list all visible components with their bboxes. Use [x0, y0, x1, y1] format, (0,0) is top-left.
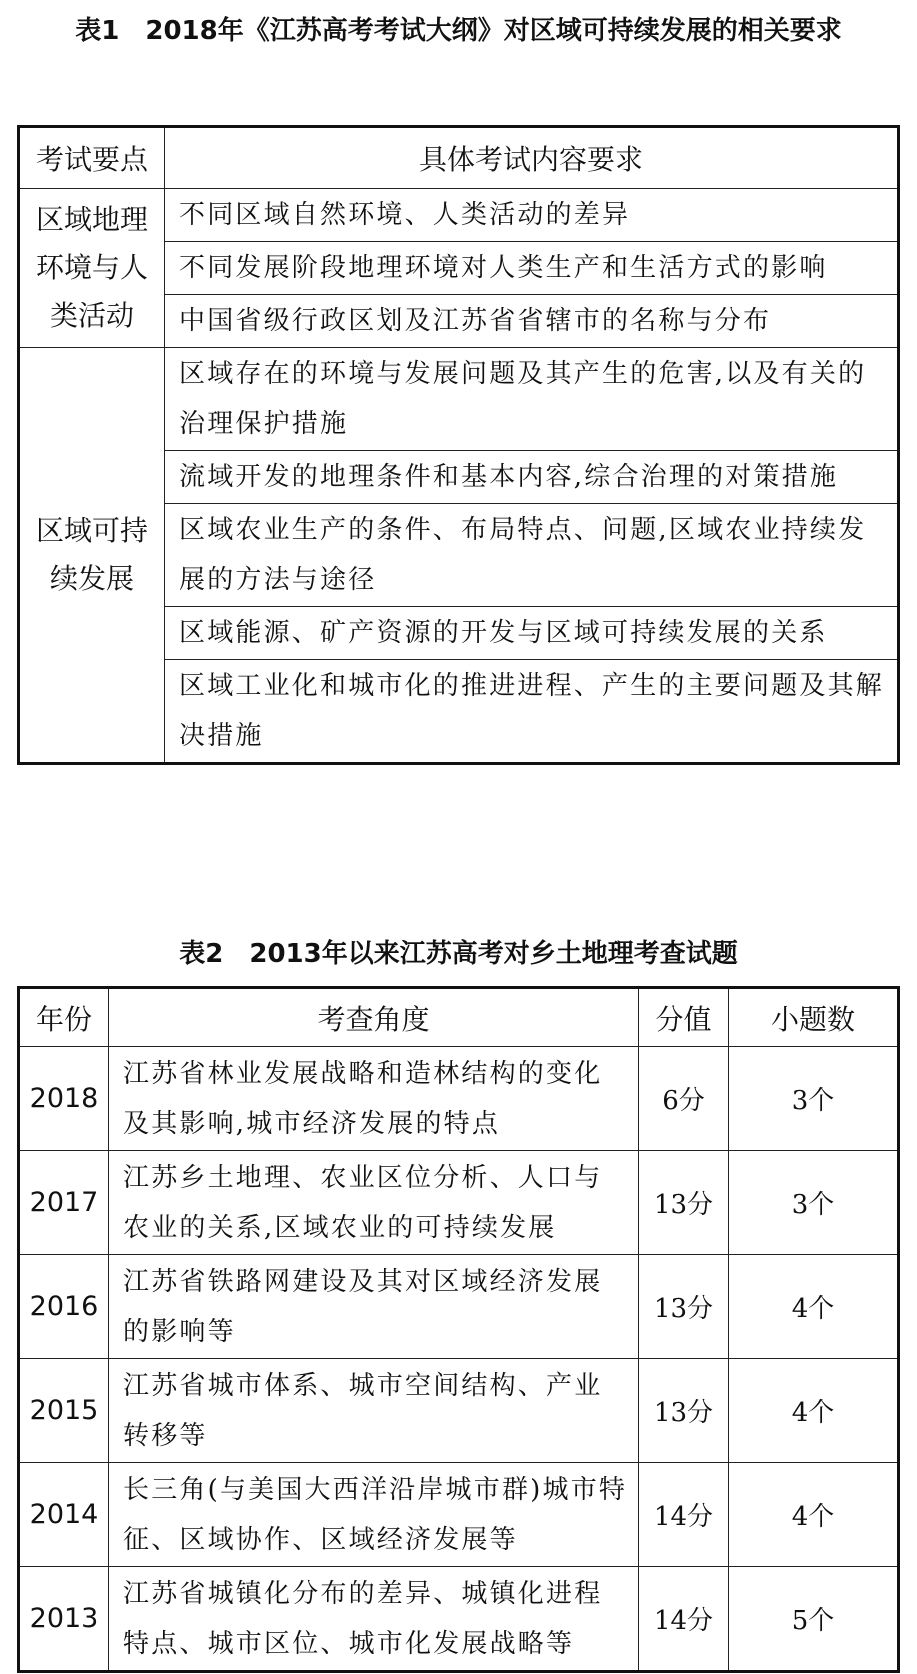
year-cell: 2014 [19, 1463, 109, 1567]
score-cell: 14分 [639, 1463, 729, 1567]
count-cell: 3个 [729, 1151, 899, 1255]
table2 [17, 986, 900, 1673]
angle-cell: 江苏乡土地理、农业区位分析、人口与农业的关系,区域农业的可持续发展 [109, 1151, 639, 1255]
score-cell: 13分 [639, 1359, 729, 1463]
table1-item-cell: 区域存在的环境与发展问题及其产生的危害,以及有关的治理保护措施 [165, 348, 899, 451]
table-row [19, 1151, 899, 1255]
table1-item-cell: 不同区域自然环境、人类活动的差异 [165, 189, 899, 242]
score-cell: 13分 [639, 1255, 729, 1359]
table-row [19, 1255, 899, 1359]
year-cell: 2018 [19, 1047, 109, 1151]
table2-header-row [19, 988, 899, 1047]
table1-item-cell: 流域开发的地理条件和基本内容,综合治理的对策措施 [165, 451, 899, 504]
angle-cell: 江苏省城市体系、城市空间结构、产业转移等 [109, 1359, 639, 1463]
table1-item-cell: 中国省级行政区划及江苏省省辖市的名称与分布 [165, 295, 899, 348]
year-cell: 2015 [19, 1359, 109, 1463]
score-cell: 13分 [639, 1151, 729, 1255]
table1-header-content: 具体考试内容要求 [165, 127, 899, 189]
table2-header-score: 分值 [639, 988, 729, 1047]
table1-item-cell: 区域农业生产的条件、布局特点、问题,区域农业持续发展的方法与途径 [165, 504, 899, 607]
table-row [19, 1463, 899, 1567]
table-row [19, 1567, 899, 1672]
table1-title: 表1 2018年《江苏高考考试大纲》对区域可持续发展的相关要求 [75, 16, 842, 46]
table2-header-angle: 考查角度 [109, 988, 639, 1047]
table-row [19, 348, 899, 451]
angle-cell: 江苏省铁路网建设及其对区域经济发展的影响等 [109, 1255, 639, 1359]
table2-header-year: 年份 [19, 988, 109, 1047]
year-cell: 2017 [19, 1151, 109, 1255]
table1-item-cell: 不同发展阶段地理环境对人类生产和生活方式的影响 [165, 242, 899, 295]
table-row [19, 1359, 899, 1463]
count-cell: 3个 [729, 1047, 899, 1151]
score-cell: 14分 [639, 1567, 729, 1672]
angle-cell: 江苏省城镇化分布的差异、城镇化进程特点、城市区位、城市化发展战略等 [109, 1567, 639, 1672]
score-cell: 6分 [639, 1047, 729, 1151]
year-cell: 2016 [19, 1255, 109, 1359]
table-row [19, 189, 899, 242]
table2-header-count: 小题数 [729, 988, 899, 1047]
table1-item-cell: 区域能源、矿产资源的开发与区域可持续发展的关系 [165, 607, 899, 660]
table1-header-topic: 考试要点 [19, 127, 165, 189]
table1-header-row [19, 127, 899, 189]
count-cell: 4个 [729, 1359, 899, 1463]
angle-cell: 长三角(与美国大西洋沿岸城市群)城市特征、区域协作、区域经济发展等 [109, 1463, 639, 1567]
table1-item-cell: 区域工业化和城市化的推进进程、产生的主要问题及其解决措施 [165, 660, 899, 764]
table2-title: 表2 2013年以来江苏高考对乡土地理考查试题 [179, 939, 738, 969]
table1 [17, 125, 900, 765]
table-row [19, 1047, 899, 1151]
count-cell: 5个 [729, 1567, 899, 1672]
table1-topic-cell: 区域地理环境与人类活动 [19, 189, 165, 348]
count-cell: 4个 [729, 1463, 899, 1567]
year-cell: 2013 [19, 1567, 109, 1672]
table1-topic-cell: 区域可持续发展 [19, 348, 165, 764]
angle-cell: 江苏省林业发展战略和造林结构的变化及其影响,城市经济发展的特点 [109, 1047, 639, 1151]
count-cell: 4个 [729, 1255, 899, 1359]
